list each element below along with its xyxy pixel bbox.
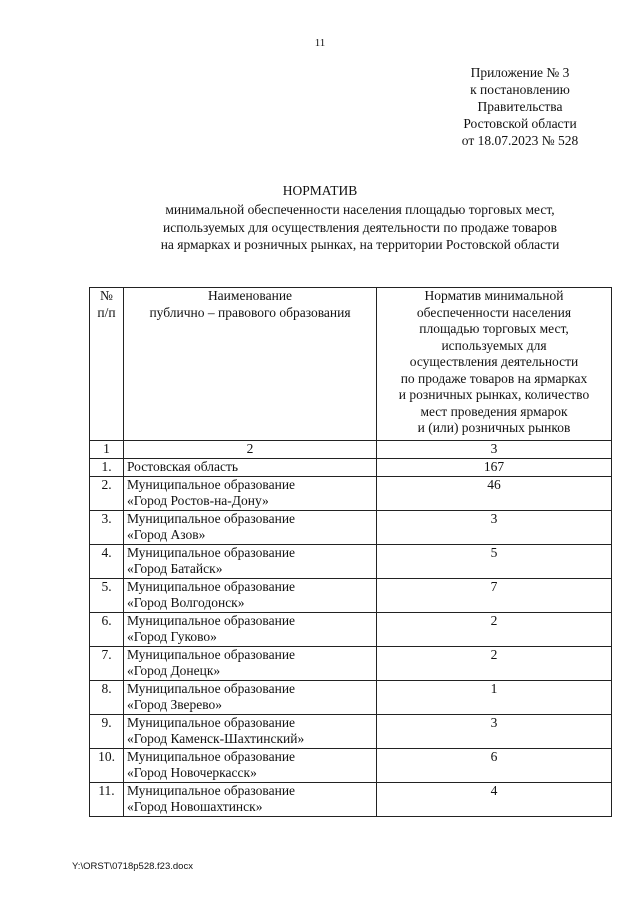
row-name-line: Муниципальное образование	[127, 510, 296, 526]
header-line: п/п	[97, 304, 116, 320]
row-number: 4.	[90, 544, 124, 578]
column-number-row	[90, 441, 612, 459]
header-line: обеспеченности населения	[416, 304, 572, 320]
table-row	[90, 510, 612, 544]
table-row	[90, 680, 612, 714]
subtitle-line: минимальной обеспеченности населения площадью торговых мест,	[165, 202, 555, 217]
row-name-line: Муниципальное образование	[127, 714, 296, 730]
row-value: 7	[377, 578, 612, 612]
subtitle-line: используемых для осуществления деятельности по продаже товаров	[163, 219, 557, 235]
row-name	[124, 544, 377, 578]
row-name-line: «Город Новочеркасск»	[127, 765, 257, 780]
row-name-line: Муниципальное образование	[127, 612, 296, 628]
row-value: 3	[377, 510, 612, 544]
row-name-line: «Город Каменск-Шахтинский»	[127, 731, 305, 746]
page-number: 11	[314, 37, 326, 49]
row-name-line: «Город Ростов-на-Дону»	[127, 493, 269, 508]
header-line: публично – правового образования	[149, 304, 351, 320]
table-row	[90, 544, 612, 578]
row-name	[124, 748, 377, 782]
header-line: используемых для	[441, 337, 547, 353]
table-row	[90, 714, 612, 748]
appendix-line: от 18.07.2023 № 528	[461, 133, 579, 148]
document-subtitle	[90, 201, 630, 254]
appendix-line: Приложение № 3	[470, 65, 570, 80]
appendix-line: к постановлению	[470, 82, 570, 97]
row-name-line: Муниципальное образование	[127, 748, 296, 764]
column-number: 1	[90, 441, 124, 459]
row-name-line: Муниципальное образование	[127, 782, 296, 798]
table-row	[90, 458, 612, 476]
table-row	[90, 646, 612, 680]
row-value: 5	[377, 544, 612, 578]
document-title: НОРМАТИВ	[282, 183, 358, 198]
column-number: 3	[377, 441, 612, 459]
row-name	[124, 782, 377, 816]
row-value: 4	[377, 782, 612, 816]
file-path-footer: Y:\ORST\0718p528.f23.docx	[72, 861, 193, 872]
row-name-line: Ростовская область	[127, 458, 238, 474]
table-header-row	[90, 288, 612, 441]
column-number: 2	[124, 441, 377, 459]
row-name	[124, 646, 377, 680]
row-name-line: «Город Новошахтинск»	[127, 799, 263, 814]
row-value: 1	[377, 680, 612, 714]
appendix-line: Ростовской области	[463, 116, 577, 131]
header-line: по продаже товаров на ярмарках	[400, 370, 588, 386]
header-number	[90, 288, 124, 441]
row-name-line: «Город Гуково»	[127, 629, 217, 644]
header-line: Норматив минимальной	[424, 288, 564, 303]
table-row	[90, 476, 612, 510]
header-name	[124, 288, 377, 441]
row-value: 2	[377, 612, 612, 646]
norm-table	[89, 287, 612, 817]
row-value: 3	[377, 714, 612, 748]
row-number: 7.	[90, 646, 124, 680]
row-value: 2	[377, 646, 612, 680]
row-value: 167	[377, 458, 612, 476]
header-line: Наименование	[207, 288, 293, 303]
row-name-line: «Город Волгодонск»	[127, 595, 245, 610]
table-row	[90, 578, 612, 612]
header-line: №	[100, 288, 113, 303]
row-name	[124, 714, 377, 748]
appendix-line: Правительства	[477, 99, 563, 114]
row-name	[124, 476, 377, 510]
row-name-line: Муниципальное образование	[127, 476, 296, 492]
row-number: 8.	[90, 680, 124, 714]
row-number: 3.	[90, 510, 124, 544]
row-name	[124, 510, 377, 544]
subtitle-line: на ярмарках и розничных рынках, на территории Ростовской области	[160, 237, 560, 252]
table-row	[90, 782, 612, 816]
row-number: 9.	[90, 714, 124, 748]
table-row	[90, 748, 612, 782]
row-name-line: Муниципальное образование	[127, 680, 296, 696]
header-line: и (или) розничных рынков	[417, 420, 571, 435]
row-name-line: «Город Батайск»	[127, 561, 223, 576]
row-number: 6.	[90, 612, 124, 646]
row-number: 10.	[90, 748, 124, 782]
header-norm	[377, 288, 612, 441]
row-name-line: «Город Азов»	[127, 527, 206, 542]
row-name-line: Муниципальное образование	[127, 578, 296, 594]
table-row	[90, 612, 612, 646]
row-name-line: «Город Донецк»	[127, 663, 221, 678]
row-value: 6	[377, 748, 612, 782]
row-name	[124, 612, 377, 646]
row-name	[124, 458, 377, 476]
row-number: 2.	[90, 476, 124, 510]
header-line: площадью торговых мест,	[419, 321, 569, 336]
row-number: 5.	[90, 578, 124, 612]
row-number: 1.	[90, 458, 124, 476]
appendix-block	[440, 64, 600, 149]
header-line: осуществления деятельности	[409, 354, 579, 369]
row-name	[124, 578, 377, 612]
row-name-line: «Город Зверево»	[127, 697, 223, 712]
row-value: 46	[377, 476, 612, 510]
header-line: и розничных рынках, количество	[398, 387, 590, 402]
row-name-line: Муниципальное образование	[127, 646, 296, 662]
header-line: мест проведения ярмарок	[420, 403, 568, 419]
row-number: 11.	[90, 782, 124, 816]
row-name	[124, 680, 377, 714]
row-name-line: Муниципальное образование	[127, 544, 296, 560]
